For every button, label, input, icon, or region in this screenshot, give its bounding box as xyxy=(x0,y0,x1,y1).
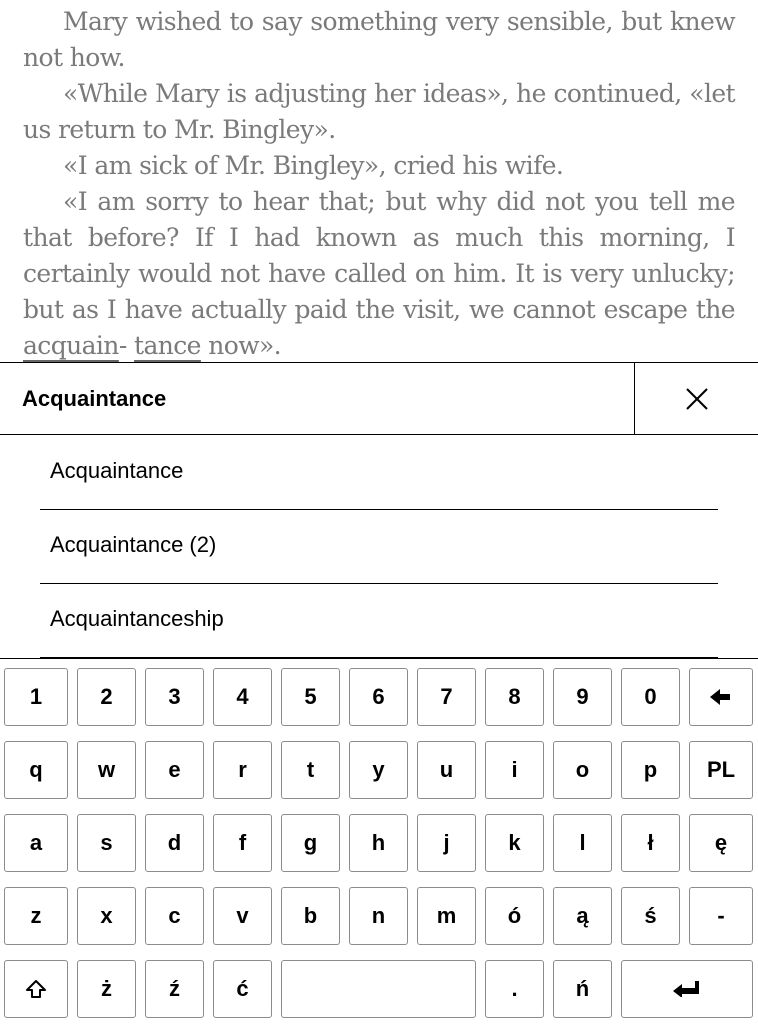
text-line: would not have called on him. It is very unlucky; but as I xyxy=(23,259,735,324)
key-e[interactable]: e xyxy=(145,741,204,799)
key-n-acute[interactable]: ń xyxy=(553,960,612,1018)
key-o[interactable]: o xyxy=(553,741,612,799)
key-a[interactable]: a xyxy=(4,814,68,872)
language-switch-button[interactable]: PL xyxy=(689,741,753,799)
key-5[interactable]: 5 xyxy=(281,668,340,726)
key-m[interactable]: m xyxy=(417,887,476,945)
list-item[interactable] xyxy=(40,584,718,658)
close-button[interactable] xyxy=(635,363,758,434)
shift-icon xyxy=(25,979,47,999)
key-k[interactable]: k xyxy=(485,814,544,872)
key-j[interactable]: j xyxy=(417,814,476,872)
key-z-acute[interactable]: ź xyxy=(145,960,204,1018)
key-q[interactable]: q xyxy=(4,741,68,799)
key-l-stroke[interactable]: ł xyxy=(621,814,680,872)
key-l[interactable]: l xyxy=(553,814,612,872)
suggestion-label: Acquaintance xyxy=(50,458,184,483)
key-n[interactable]: n xyxy=(349,887,408,945)
key-hyphen[interactable]: - xyxy=(689,887,753,945)
shift-key[interactable] xyxy=(4,960,68,1018)
text-line: us return to Mr. Bingley». xyxy=(23,115,336,144)
key-v[interactable]: v xyxy=(213,887,272,945)
key-p[interactable]: p xyxy=(621,741,680,799)
key-3[interactable]: 3 xyxy=(145,668,204,726)
key-c-acute[interactable]: ć xyxy=(213,960,272,1018)
paragraph xyxy=(23,148,735,184)
key-4[interactable]: 4 xyxy=(213,668,272,726)
key-t[interactable]: t xyxy=(281,741,340,799)
reader-page[interactable] xyxy=(0,0,758,362)
key-y[interactable]: y xyxy=(349,741,408,799)
key-i[interactable]: i xyxy=(485,741,544,799)
key-o-acute[interactable]: ó xyxy=(485,887,544,945)
key-w[interactable]: w xyxy=(77,741,136,799)
key-9[interactable]: 9 xyxy=(553,668,612,726)
text-line: «I am sick of Mr. Bingley», cried his wife. xyxy=(63,151,564,180)
text-line: not how. xyxy=(23,43,125,72)
key-z-dot[interactable]: ż xyxy=(77,960,136,1018)
key-u[interactable]: u xyxy=(417,741,476,799)
key-6[interactable]: 6 xyxy=(349,668,408,726)
key-d[interactable]: d xyxy=(145,814,204,872)
key-r[interactable]: r xyxy=(213,741,272,799)
key-c[interactable]: c xyxy=(145,887,204,945)
backspace-icon xyxy=(710,689,732,705)
key-7[interactable]: 7 xyxy=(417,668,476,726)
on-screen-keyboard xyxy=(0,658,758,1024)
enter-icon xyxy=(673,981,701,997)
enter-key[interactable] xyxy=(621,960,753,1018)
key-g[interactable]: g xyxy=(281,814,340,872)
key-z[interactable]: z xyxy=(4,887,68,945)
selected-word[interactable]: acquain xyxy=(23,331,119,360)
text-line: «While Mary is adjusting her ideas», he continued, «let xyxy=(63,79,735,108)
list-item[interactable] xyxy=(40,510,718,584)
key-period[interactable]: . xyxy=(485,960,544,1018)
text-line: before? If I had known as much this morning, I certainly xyxy=(23,223,735,288)
text-line: «I am sorry to hear that; but why did not you tell me that xyxy=(23,187,735,252)
key-0[interactable]: 0 xyxy=(621,668,680,726)
paragraph xyxy=(23,4,735,76)
dictionary-search-bar xyxy=(0,362,758,435)
suggestion-list xyxy=(0,436,758,658)
list-item[interactable] xyxy=(40,436,718,510)
close-icon xyxy=(685,387,709,411)
key-s[interactable]: s xyxy=(77,814,136,872)
key-a-ogonek[interactable]: ą xyxy=(553,887,612,945)
key-b[interactable]: b xyxy=(281,887,340,945)
key-f[interactable]: f xyxy=(213,814,272,872)
text-line: Mary wished to say something very sensible, but knew xyxy=(63,7,735,36)
paragraph xyxy=(23,76,735,148)
key-1[interactable]: 1 xyxy=(4,668,68,726)
backspace-key[interactable] xyxy=(689,668,753,726)
text-line: have actually paid the visit, we cannot escape the xyxy=(124,295,736,324)
paragraph xyxy=(23,184,735,362)
key-8[interactable]: 8 xyxy=(485,668,544,726)
key-s-acute[interactable]: ś xyxy=(621,887,680,945)
text-line: now». xyxy=(200,331,282,360)
key-h[interactable]: h xyxy=(349,814,408,872)
suggestion-label: Acquaintance (2) xyxy=(50,532,217,557)
key-e-ogonek[interactable]: ę xyxy=(689,814,753,872)
hyphen: - xyxy=(118,331,127,360)
key-2[interactable]: 2 xyxy=(77,668,136,726)
book-text xyxy=(23,4,735,362)
key-x[interactable]: x xyxy=(77,887,136,945)
dictionary-search-input[interactable]: Acquaintance xyxy=(0,363,635,434)
space-key[interactable] xyxy=(281,960,476,1018)
suggestion-label: Acquaintanceship xyxy=(50,606,224,631)
selected-word[interactable]: tance xyxy=(134,331,201,360)
